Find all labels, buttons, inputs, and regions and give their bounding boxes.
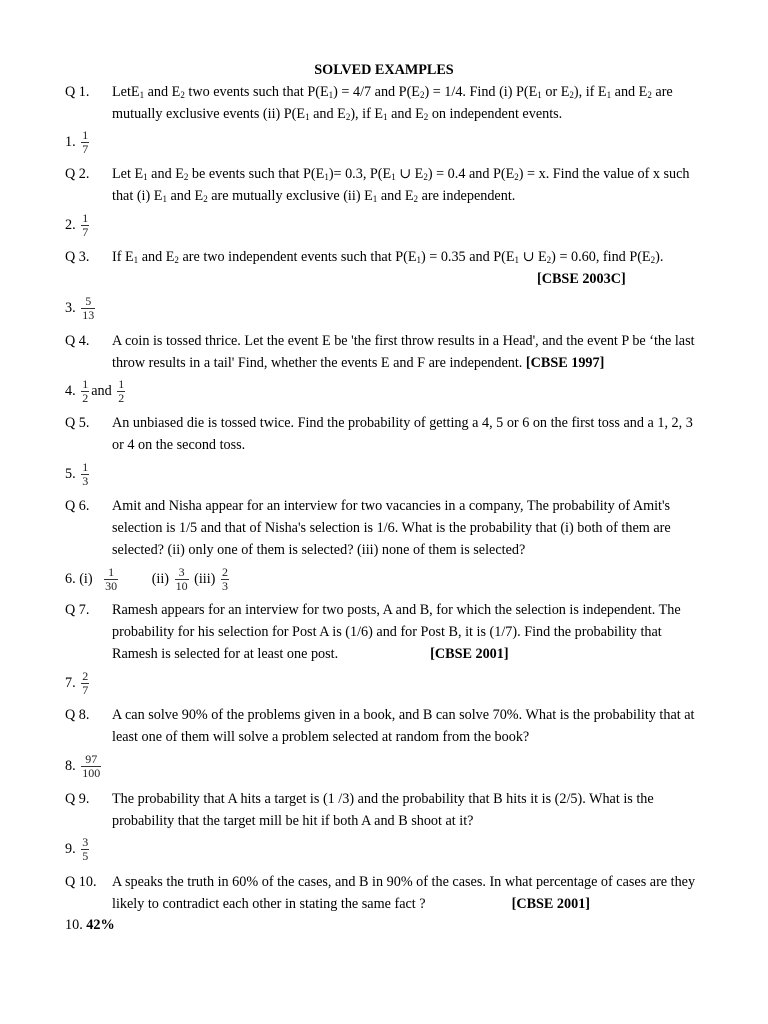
question-number: Q 1.	[65, 84, 90, 100]
answer-label: 2.	[65, 216, 76, 233]
answer-value: 42%	[86, 917, 115, 933]
question-number: Q 8.	[65, 707, 90, 723]
answer-fraction: $\frac{2}{3}$	[221, 565, 228, 593]
answer-part-label: (iii)	[194, 570, 216, 587]
answer-fraction: $\frac{3}{10}$	[175, 565, 188, 593]
answer-fraction: $\frac{5}{13}$	[82, 294, 95, 322]
answer-fraction: $\frac{1}{30}$	[105, 565, 118, 593]
question-text: The probability that A hits a target is (1 /3) and the probability that B hits it is (2/5). What is the probability that the target mill be hit if both A and B shoot at it?	[112, 791, 654, 829]
answer-fraction: $\frac{1}{7}$	[82, 211, 89, 239]
question-5	[65, 412, 715, 456]
question-text: A coin is tossed thrice. Let the event E be 'the first throw results in a Head', and the event P be ‘the last throw results in a tail' Find, whether the events E and F are independent. [CBSE 1997]	[112, 333, 695, 371]
question-number: Q 9.	[65, 791, 90, 807]
answer-fraction: $\frac{97}{100}$	[82, 752, 101, 780]
question-text: An unbiased die is tossed twice. Find the probability of getting a 4, 5 or 6 on the first toss and a 1, 2, 3 or 4 on the second toss.	[112, 415, 693, 453]
question-text: Ramesh appears for an interview for two posts, A and B, for which the selection is independent. The probability for his selection for Post A is (1/6) and for Post B, it is (1/7). Find the probability that Ramesh is selected for at least one post. [CBSE 2001]	[112, 602, 681, 662]
question-4	[65, 330, 715, 374]
answer-label: 5.	[65, 465, 76, 482]
answer-fraction: $\frac{1}{7}$	[82, 128, 89, 156]
answer-label: 8.	[65, 757, 76, 774]
question-number: Q 10.	[65, 874, 97, 890]
question-number: Q 2.	[65, 166, 90, 182]
question-text: Amit and Nisha appear for an interview for two vacancies in a company, The probability of Amit's selection is 1/5 and that of Nisha's selection is 1/6. What is the probability that (i) both of them are selected? (ii) only one of them is selected? (iii) none of them is selected?	[112, 498, 671, 558]
answer-label: 10.	[65, 917, 83, 933]
answer-fraction: $\frac{1}{3}$	[82, 460, 89, 488]
question-text: LetE$_1$ and $E_2$ two events such that $P(E_1) = 4/7$ and $P(E_2) = 1/4$. Find (i) $P(E_1$ or $E_2$), if $E_1$ and $E_2$ are mutually exclusive events (ii) $P(E_1$ and $E_2$), if $E_1$ and $E_2$ on independent events.	[112, 84, 673, 122]
answer-3	[65, 295, 97, 322]
answer-label: 4.	[65, 382, 76, 399]
answer-9	[65, 836, 91, 863]
answer-5	[65, 461, 91, 488]
question-1	[65, 81, 715, 125]
answer-part-label: (ii)	[151, 570, 170, 587]
question-8	[65, 704, 715, 748]
page-title: SOLVED EXAMPLES	[314, 62, 454, 78]
question-number: Q 4.	[65, 333, 90, 349]
answer-fraction: $\frac{1}{2}$	[82, 377, 89, 405]
answer-label: 3.	[65, 299, 76, 316]
question-number: Q 6.	[65, 498, 90, 514]
answer-label: 9.	[65, 840, 76, 857]
answer-fraction: $\frac{1}{2}$	[118, 377, 125, 405]
question-number: Q 5.	[65, 415, 90, 431]
answer-fraction: $\frac{3}{5}$	[82, 835, 89, 863]
question-10	[65, 871, 715, 915]
answer-1	[65, 129, 91, 156]
answer-fraction: $\frac{2}{7}$	[82, 669, 89, 697]
answer-7	[65, 670, 91, 697]
question-number: Q 3.	[65, 249, 90, 265]
question-text: A speaks the truth in 60% of the cases, and B in 90% of the cases. In what percentage of cases are they likely to contradict each other in stating the same fact ? [CBSE 2001]	[112, 874, 696, 912]
answer-label: 7.	[65, 674, 76, 691]
question-text: Let $E_1$ and $E_2$ be events such that $P(E_1)= 0.3$, $P(E_1$ ∪ $E_2) = 0.4$ and $P(E_2) = x$. Find the value of x such that (i) $E_1$ and $E_2$ are mutually exclusive (ii) $E_1$ and $E_2$ are independent.	[112, 166, 690, 204]
question-3	[65, 246, 715, 290]
question-7	[65, 599, 715, 665]
question-text: If $E_1$ and $E_2$ are two independent events such that $P(E_1) = 0.35$ and $P(E_1$ ∪ $E_2) = 0.60$, find $P(E_2).[CBSE$ 2003C]	[112, 249, 664, 287]
question-9	[65, 788, 715, 832]
answer-label: 6. (i)	[65, 570, 93, 587]
answer-10	[65, 917, 115, 933]
answer-4	[65, 378, 127, 405]
question-text: A can solve 90% of the problems given in a book, and B can solve 70%. What is the probability that at least one of them will solve a problem selected at random from the book?	[112, 707, 695, 745]
question-number: Q 7.	[65, 602, 90, 618]
answer-label: 1.	[65, 133, 76, 150]
question-2	[65, 163, 715, 207]
answer-6	[65, 566, 231, 593]
question-6	[65, 495, 715, 561]
answer-connector: and	[91, 382, 112, 399]
answer-8	[65, 753, 103, 780]
answer-2	[65, 212, 91, 239]
